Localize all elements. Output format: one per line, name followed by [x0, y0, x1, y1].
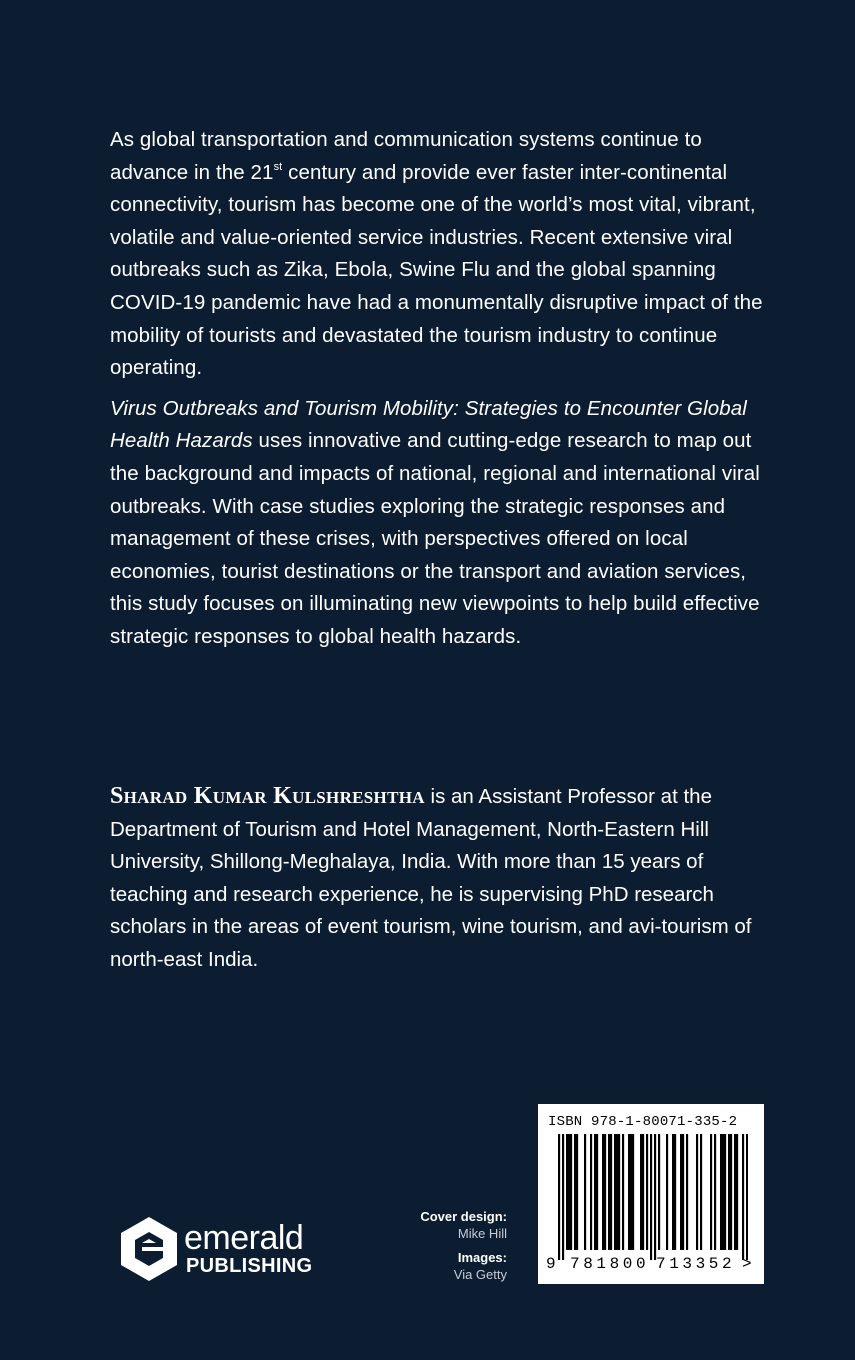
- barcode-bar: [566, 1134, 568, 1250]
- barcode-bar: [730, 1134, 732, 1250]
- barcode-bar: [672, 1134, 674, 1250]
- author-bio-text: is an Assistant Professor at the Department of Tourism and Hotel Management, North-Eastern Hill University, Shillong-Meghalaya, India. With more than 15 years of teaching and research experience, he is supervising PhD research scholars in the areas of event tourism, wine tourism, and avi-tourism of north-east India.: [110, 785, 752, 971]
- barcode-bar: [654, 1134, 656, 1260]
- blurb-p1-text: As global transportation and communication systems continue to advance in the 21: [110, 128, 702, 184]
- barcode-bar: [574, 1134, 576, 1250]
- publisher-logo: [120, 1216, 330, 1288]
- barcode-bar: [602, 1134, 604, 1250]
- barcode-bar: [642, 1134, 644, 1250]
- barcode-end-mark: >: [742, 1255, 752, 1273]
- barcode-bar: [622, 1134, 624, 1250]
- barcode-bar: [742, 1134, 744, 1260]
- barcode-bar: [632, 1134, 634, 1250]
- back-cover-blurb: [110, 124, 770, 662]
- barcode-bars: [558, 1134, 748, 1260]
- cover-credits: [420, 1208, 507, 1290]
- barcode-bar: [596, 1134, 598, 1250]
- barcode-bar: [628, 1134, 630, 1250]
- barcode-bar: [616, 1134, 618, 1250]
- barcode-bar: [680, 1134, 682, 1250]
- isbn-number: ISBN 978-1-80071-335-2: [548, 1114, 738, 1130]
- barcode-bar: [584, 1134, 586, 1250]
- barcode-bar: [720, 1134, 722, 1250]
- barcode-bar: [558, 1134, 560, 1260]
- barcode-bar: [734, 1134, 736, 1250]
- barcode-right-digits: 713352: [656, 1255, 736, 1273]
- barcode-bar: [710, 1134, 712, 1250]
- cover-design-value: Mike Hill: [457, 1226, 507, 1241]
- barcode-left-digits: 781800: [570, 1255, 650, 1273]
- barcode-bar: [594, 1134, 596, 1250]
- book-title-italic: Virus Outbreaks and Tourism Mobility: Strategies to Encounter Global Health Hazards: [110, 396, 747, 453]
- barcode-bar: [736, 1134, 738, 1250]
- barcode-bar: [576, 1134, 578, 1250]
- barcode-bar: [568, 1134, 570, 1250]
- barcode-bar: [618, 1134, 620, 1250]
- barcode-bar: [686, 1134, 688, 1250]
- barcode-bar: [696, 1134, 698, 1250]
- barcode-bar: [610, 1134, 612, 1250]
- barcode-bar: [604, 1134, 606, 1250]
- blurb-p1-text-cont: century and provide ever faster inter-continental connectivity, tourism has become one of the world’s most vital, vibrant, volatile and value-oriented service industries. Recent extensive viral outbreaks such as Zika, Ebola, Swine Flu and the global spanning COVID-19 pandemic have had a monumentally disruptive impact of the mobility of tourists and devastated the tourism industry to continue operating.: [110, 160, 763, 380]
- barcode-bar: [650, 1134, 652, 1260]
- ordinal-superscript: st: [273, 160, 283, 173]
- author-name: Sharad Kumar Kulshreshtha: [110, 783, 425, 809]
- barcode-bar: [682, 1134, 684, 1250]
- barcode-lead-digit: 9: [546, 1255, 556, 1273]
- images-value: Via Getty: [453, 1267, 507, 1282]
- barcode-bar: [666, 1134, 668, 1250]
- barcode-bar: [724, 1134, 726, 1250]
- barcode-bar: [674, 1134, 676, 1250]
- barcode-bar: [608, 1134, 610, 1250]
- barcode-bar: [590, 1134, 592, 1250]
- barcode-bar: [640, 1134, 642, 1250]
- blurb-paragraph-2: [110, 393, 770, 654]
- barcode-bar: [614, 1134, 616, 1250]
- blurb-paragraph-1: [110, 124, 770, 385]
- barcode-bar: [728, 1134, 730, 1250]
- author-bio: [110, 780, 760, 977]
- barcode-bar: [562, 1134, 564, 1260]
- barcode-bar: [658, 1134, 660, 1250]
- images-label: Images:: [457, 1250, 507, 1265]
- barcode-bar: [746, 1134, 748, 1260]
- barcode-bar: [722, 1134, 724, 1250]
- barcode-bar: [646, 1134, 648, 1250]
- publisher-subname: PUBLISHING: [186, 1255, 313, 1277]
- barcode-bar: [630, 1134, 632, 1250]
- blurb-p2-text: uses innovative and cutting-edge research to map out the background and impacts of national, regional and international viral outbreaks. With case studies exploring the strategic responses and management of these crises, with perspectives offered on local economies, tourist destinations or the transport and aviation services, this study focuses on illuminating new viewpoints to help build effective strategic responses to global health hazards.: [110, 429, 760, 648]
- isbn-barcode: [538, 1104, 764, 1284]
- cover-design-label: Cover design:: [420, 1209, 507, 1224]
- barcode-bar: [714, 1134, 716, 1250]
- barcode-bar: [700, 1134, 702, 1250]
- emerald-hexagon-logo-icon: [120, 1216, 178, 1282]
- barcode-bar: [570, 1134, 572, 1250]
- publisher-name: emerald: [184, 1219, 304, 1257]
